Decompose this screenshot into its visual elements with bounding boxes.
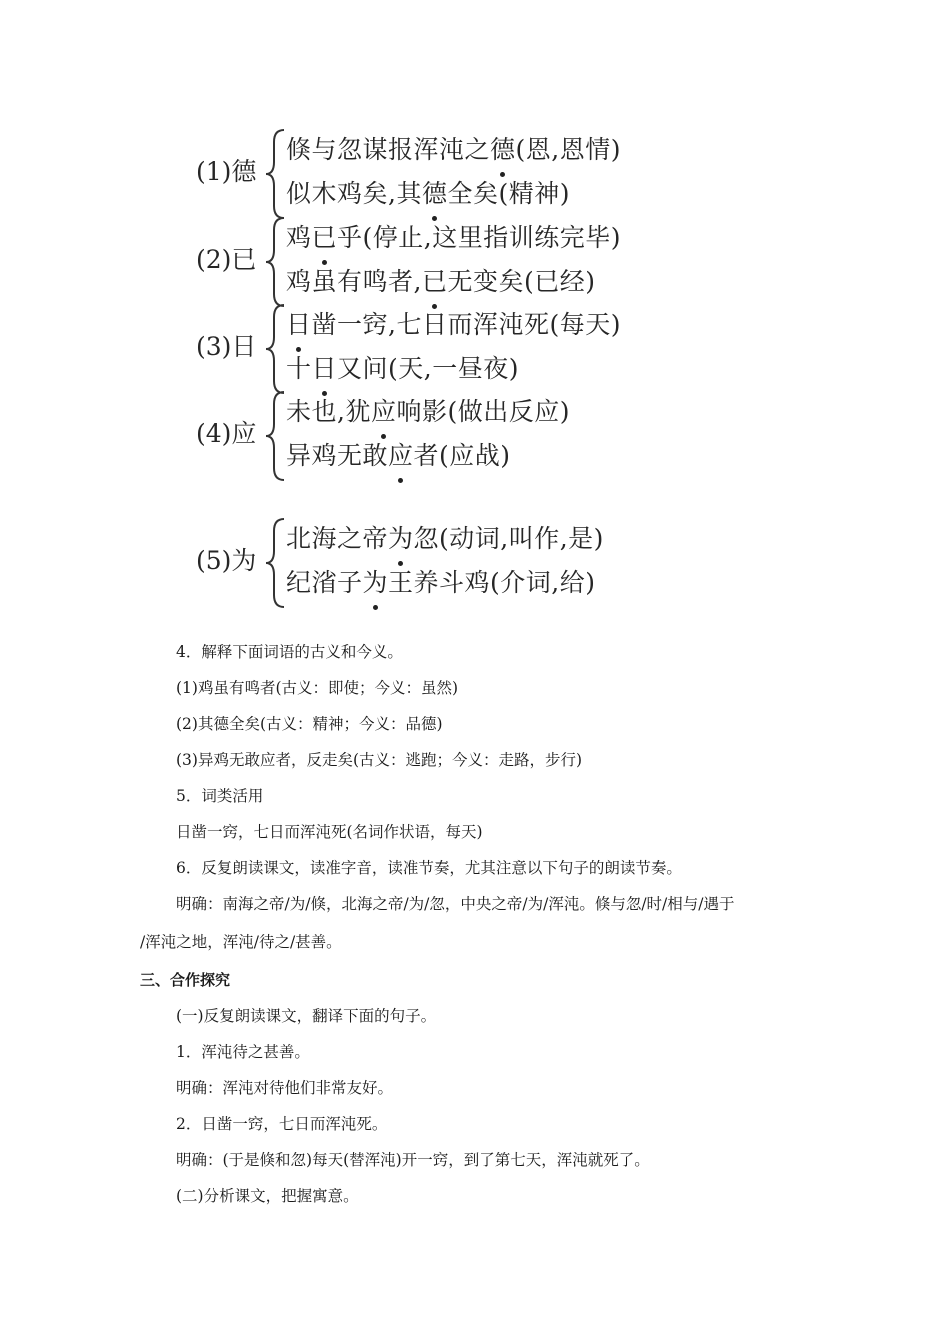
emphasis-char: 已 bbox=[422, 260, 448, 304]
example-line: 似木鸡矣,其德全矣(精神) bbox=[286, 172, 621, 216]
section-heading: 三、合作探究 bbox=[140, 971, 231, 989]
subsection-title: (二)分析课文，把握寓意。 bbox=[176, 1187, 359, 1205]
brace-icon bbox=[264, 303, 286, 395]
group-label: (4)应 bbox=[196, 419, 257, 448]
emphasis-char: 德 bbox=[422, 172, 448, 216]
example-line: 鸡虽有鸣者,已无变矣(已经) bbox=[286, 260, 621, 304]
emphasis-char: 日 bbox=[312, 347, 338, 391]
question-4: 4．解释下面词语的古义和今义。 bbox=[176, 643, 403, 661]
emphasis-char: 日 bbox=[286, 303, 312, 347]
answer-line: 明确：南海之帝/为/倏，北海之帝/为/忽，中央之帝/为/浑沌。倏与忽/时/相与/遇于 bbox=[176, 895, 735, 913]
example-line: 纪渻子为王养斗鸡(介词,给) bbox=[286, 561, 604, 605]
emphasis-char: 为 bbox=[388, 517, 414, 561]
question-line: 2．日凿一窍，七日而浑沌死。 bbox=[176, 1115, 388, 1133]
example-line: 异鸡无敢应者(应战) bbox=[286, 434, 570, 478]
brace-icon bbox=[264, 517, 286, 609]
brace-icon bbox=[264, 216, 286, 308]
emphasis-char: 应 bbox=[371, 390, 397, 434]
answer-line: (3)异鸡无敢应者，反走矣(古义：逃跑；今义：走路，步行) bbox=[176, 751, 583, 769]
group-label: (1)德 bbox=[196, 157, 257, 186]
subsection-title: (一)反复朗读课文，翻译下面的句子。 bbox=[176, 1007, 437, 1025]
example-line: 日凿一窍,七日而浑沌死(每天) bbox=[286, 303, 621, 347]
answer-line: (1)鸡虽有鸣者(古义：即使；今义：虽然) bbox=[176, 679, 459, 697]
answer-line-continued: /浑沌之地，浑沌/待之/甚善。 bbox=[140, 933, 342, 951]
example-line: 鸡已乎(停止,这里指训练完毕) bbox=[286, 216, 621, 260]
example-line: 倏与忽谋报浑沌之德(恩,恩情) bbox=[286, 128, 621, 172]
example-line: 十日又问(天,一昼夜) bbox=[286, 347, 621, 391]
answer-line: (2)其德全矣(古义：精神；今义：品德) bbox=[176, 715, 443, 733]
emphasis-char: 德 bbox=[490, 128, 516, 172]
example-line: 北海之帝为忽(动词,叫作,是) bbox=[286, 517, 604, 561]
question-6: 6．反复朗读课文，读准字音，读准节奏，尤其注意以下句子的朗读节奏。 bbox=[176, 859, 682, 877]
brace-icon bbox=[264, 128, 286, 220]
question-line: 1．浑沌待之甚善。 bbox=[176, 1043, 310, 1061]
emphasis-char: 已 bbox=[312, 216, 338, 260]
group-label: (2)已 bbox=[196, 245, 257, 274]
question-5: 5．词类活用 bbox=[176, 787, 264, 805]
example-line: 未也,犹应响影(做出反应) bbox=[286, 390, 570, 434]
brace-icon bbox=[264, 390, 286, 482]
group-label: (3)日 bbox=[196, 332, 257, 361]
answer-line: 明确：浑沌对待他们非常友好。 bbox=[176, 1079, 394, 1097]
emphasis-char: 应 bbox=[388, 434, 414, 478]
emphasis-char: 为 bbox=[363, 561, 389, 605]
group-label: (5)为 bbox=[196, 546, 257, 575]
answer-line: 日凿一窍，七日而浑沌死(名词作状语，每天) bbox=[176, 823, 483, 841]
answer-line: 明确：(于是倏和忽)每天(替浑沌)开一窍，到了第七天，浑沌就死了。 bbox=[176, 1151, 650, 1169]
